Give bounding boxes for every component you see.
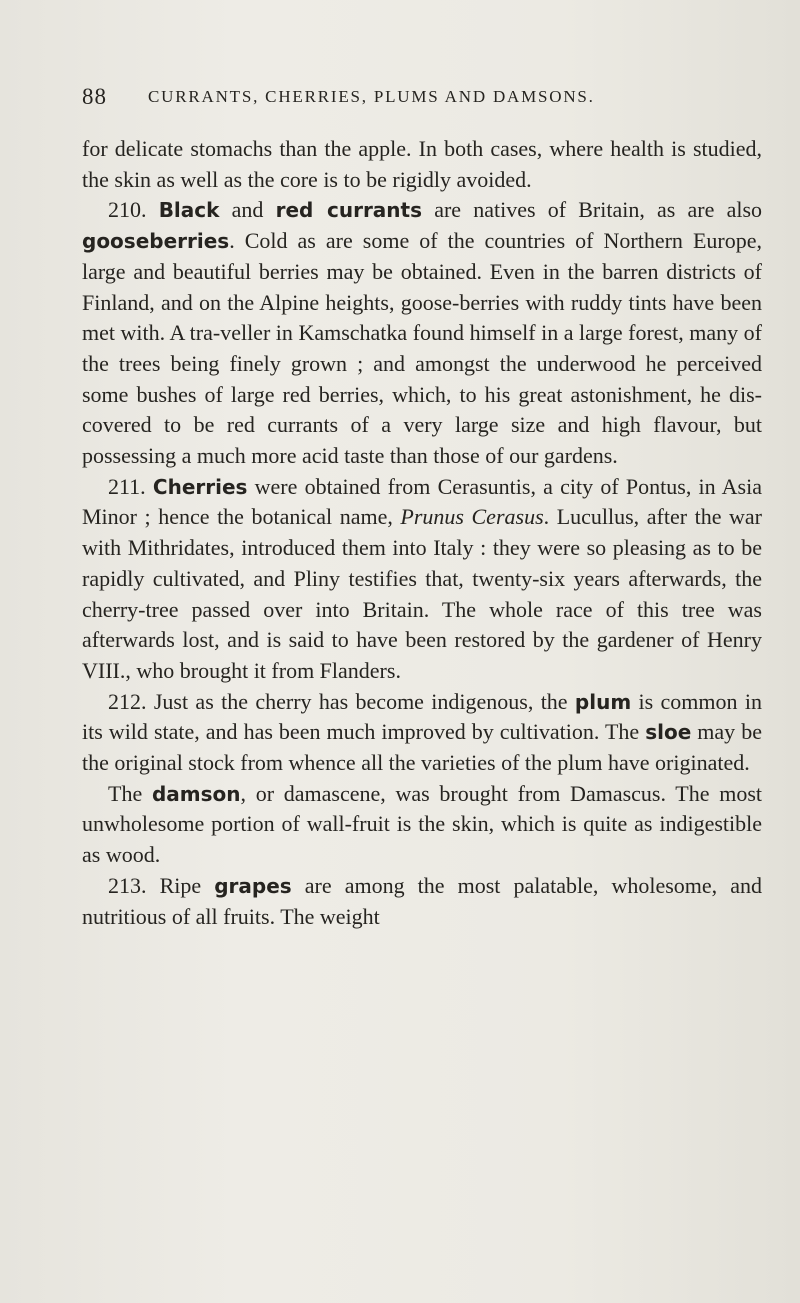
text-run: . Cold as are some of the countries of Northern Europe, large and beautiful berries may be obtained. Even in the barren districts of Finland, and on the Alpine heights, goose-berries with ruddy tints have been met with. A tra-veller in Kamschatka found himself in a large forest, many of the trees being finely grown ; and amongst the underwood he perceived some bushes of large red berries, which, to his great astonishment, he dis-covered to be red currants of a very large size and high flavour, but possessing a much more acid taste than those of our gardens.: [82, 228, 762, 469]
paragraph-210-currants: [82, 195, 762, 471]
text-run: are natives of Britain, as are also: [422, 197, 763, 223]
text-run: are among the most palatable, wholesome, and nutritious of all fruits. The weight: [82, 872, 762, 929]
keyword-text: gooseberries: [82, 229, 230, 254]
text-run: is common in its wild state, and has been much improved by cultivation. The: [82, 688, 762, 745]
body-text: [82, 134, 762, 932]
keyword-text: sloe: [645, 720, 692, 745]
text-run: for delicate stomachs than the apple. In both cases, where health is studied, the skin as well as the core is to be rigidly avoided.: [82, 136, 762, 192]
text-run: were obtained from Cerasuntis, a city of Pontus, in Asia Minor ; hence the botanical name,: [82, 473, 762, 530]
text-run: 212. Just as the cherry has become indigenous, the: [108, 688, 575, 714]
keyword-text: grapes: [214, 873, 292, 898]
keyword-text: damson: [151, 781, 241, 806]
text-run: may be the original stock from whence all the varieties of the plum have originated.: [82, 719, 762, 776]
text-run: The: [108, 780, 152, 806]
keyword-text: red currants: [275, 198, 423, 223]
paragraph-213-grapes: [82, 871, 762, 932]
keyword-text: plum: [574, 689, 632, 714]
paragraph-212-damson: [82, 779, 762, 871]
text-run: , or damascene, was brought from Damascus. The most unwholesome portion of wall-fruit is the skin, which is quite as indigestible as wood.: [82, 780, 763, 868]
text-run: . Lucullus, after the war with Mithridates, introduced them into Italy : they were so pleasing as to be rapidly cultivated, and Pliny testifies that, twenty-six years afterwards, the cherry-tree passed over into Britain. The whole race of this tree was afterwards lost, and is said to have been restored by the gardener of Henry VIII., who brought it from Flanders.: [82, 504, 763, 683]
italic-text: Prunus Cerasus: [400, 504, 544, 530]
keyword-text: Black: [158, 198, 220, 223]
page-header: [82, 84, 762, 110]
paragraph-continuation: [82, 134, 762, 195]
paragraph-211-cherries: [82, 472, 762, 687]
text-run: 213. Ripe: [108, 872, 215, 898]
running-head: CURRANTS, CHERRIES, PLUMS AND DAMSONS.: [148, 87, 595, 106]
page-number: 88: [82, 84, 107, 109]
text-run: and: [219, 197, 276, 223]
text-run: 210.: [108, 197, 159, 223]
text-run: 211.: [108, 473, 153, 499]
keyword-text: Cherries: [152, 474, 248, 499]
paragraph-212-plum: [82, 687, 762, 779]
